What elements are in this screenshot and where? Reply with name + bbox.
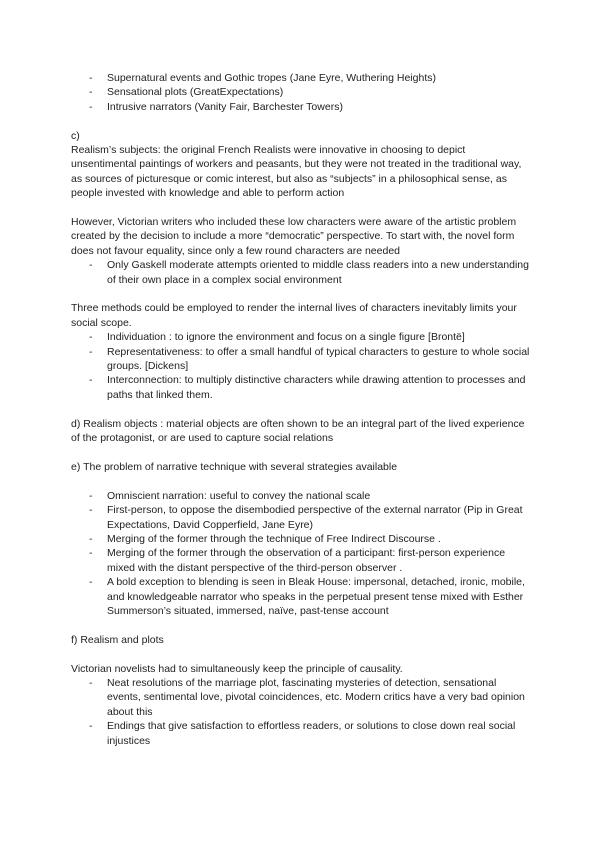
list-item: [71, 345, 531, 374]
bullet-dash: -: [89, 489, 93, 502]
list-item: [71, 100, 531, 114]
bullet-dash: -: [89, 504, 93, 517]
list-plots: [71, 676, 531, 748]
list-methods: [71, 330, 531, 402]
section-f-heading: f) Realism and plots: [71, 633, 164, 646]
bullet-dash: -: [89, 676, 93, 689]
bullet-dash: -: [89, 345, 93, 358]
list-item: [71, 503, 531, 532]
list-narrative: [71, 489, 531, 619]
list-item: [71, 258, 531, 287]
section-d-paragraph: d) Realism objects : material objects are often shown to be an integral part of the lived experience of the protagonist, or are used to capture social relations: [71, 417, 525, 445]
bullet-dash: -: [89, 374, 93, 387]
bullet-dash: -: [89, 100, 93, 113]
section-c-heading: c): [71, 129, 80, 142]
list-item-text: Merging of the former through the observation of a participant: first-person experience mixed with the distant perspective of the third-person observer .: [107, 547, 506, 574]
list-item-text: First-person, to oppose the disembodied perspective of the external narrator (Pip in Great Expectations, David Copperfield, Jane Eyre): [107, 504, 523, 531]
list-item-text: Endings that give satisfaction to effortless readers, or solutions to close down real social injustices: [107, 720, 516, 747]
bullet-dash: -: [89, 259, 93, 272]
list-gaskell: [71, 258, 531, 287]
list-item: [71, 575, 531, 618]
section-c-paragraph-subjects: Realism’s subjects: the original French Realists were innovative in choosing to depict unsentimental paintings of workers and peasants, but they were not treated in the traditional way, as sources of picturesque or comic interest, but also as “subjects” in a philosophical sense, as people invested with knowledge and able to perform action: [71, 144, 522, 200]
list-item: [71, 719, 531, 748]
list-item-text: Individuation : to ignore the environment and focus on a single figure [Brontë]: [107, 331, 465, 344]
list-item-text: Intrusive narrators (Vanity Fair, Barchester Towers): [107, 100, 343, 113]
list-item: [71, 85, 531, 99]
list-item: [71, 489, 531, 503]
list-item: [71, 71, 531, 85]
bullet-dash: -: [89, 72, 93, 84]
document-page: [71, 71, 531, 748]
list-item-text: Sensational plots (GreatExpectations): [107, 86, 284, 99]
bullet-dash: -: [89, 576, 93, 589]
list-item: [71, 532, 531, 546]
list-item: [71, 676, 531, 719]
list-item-text: A bold exception to blending is seen in Bleak House: impersonal, detached, ironic, mobile, and knowledgeable narrator who speaks in the perpetual present tense mixed with Esther Summerson’s situated, immersed, naïve, past-tense account: [107, 576, 525, 617]
list-item-text: Interconnection: to multiply distinctive characters while drawing attention to processes and paths that linked them.: [107, 374, 526, 401]
list-top: [71, 71, 531, 114]
list-item-text: Only Gaskell moderate attempts oriented to middle class readers into a new understanding of their own place in a complex social environment: [107, 259, 529, 286]
bullet-dash: -: [89, 331, 93, 344]
bullet-dash: -: [89, 720, 93, 733]
section-c-paragraph-methods: Three methods could be employed to render the internal lives of characters inevitably limits your social scope.: [71, 302, 517, 329]
list-item-text: Neat resolutions of the marriage plot, fascinating mysteries of detection, sensational events, sentimental love, pivotal coincidences, etc. Modern critics have a very bad opinion about this: [107, 676, 525, 718]
bullet-dash: -: [89, 547, 93, 560]
bullet-dash: -: [89, 532, 93, 545]
section-c-paragraph-victorian: However, Victorian writers who included these low characters were aware of the artistic problem created by the decision to include a more “democratic” perspective. To start with, the novel form does not favour equality, since only a few round characters are needed: [71, 216, 517, 257]
list-item-text: Merging of the former through the technique of Free Indirect Discourse .: [107, 532, 441, 545]
list-item-text: Supernatural events and Gothic tropes (Jane Eyre, Wuthering Heights): [107, 72, 436, 84]
list-item-text: Omniscient narration: useful to convey the national scale: [107, 489, 371, 502]
section-f-paragraph: Victorian novelists had to simultaneously keep the principle of causality.: [71, 662, 403, 675]
list-item-text: Representativeness: to offer a small handful of typical characters to gesture to whole social groups. [Dickens]: [107, 345, 530, 373]
list-item: [71, 373, 531, 402]
list-item: [71, 330, 531, 344]
section-e-heading: e) The problem of narrative technique with several strategies available: [71, 460, 398, 473]
list-item: [71, 546, 531, 575]
bullet-dash: -: [89, 86, 93, 99]
